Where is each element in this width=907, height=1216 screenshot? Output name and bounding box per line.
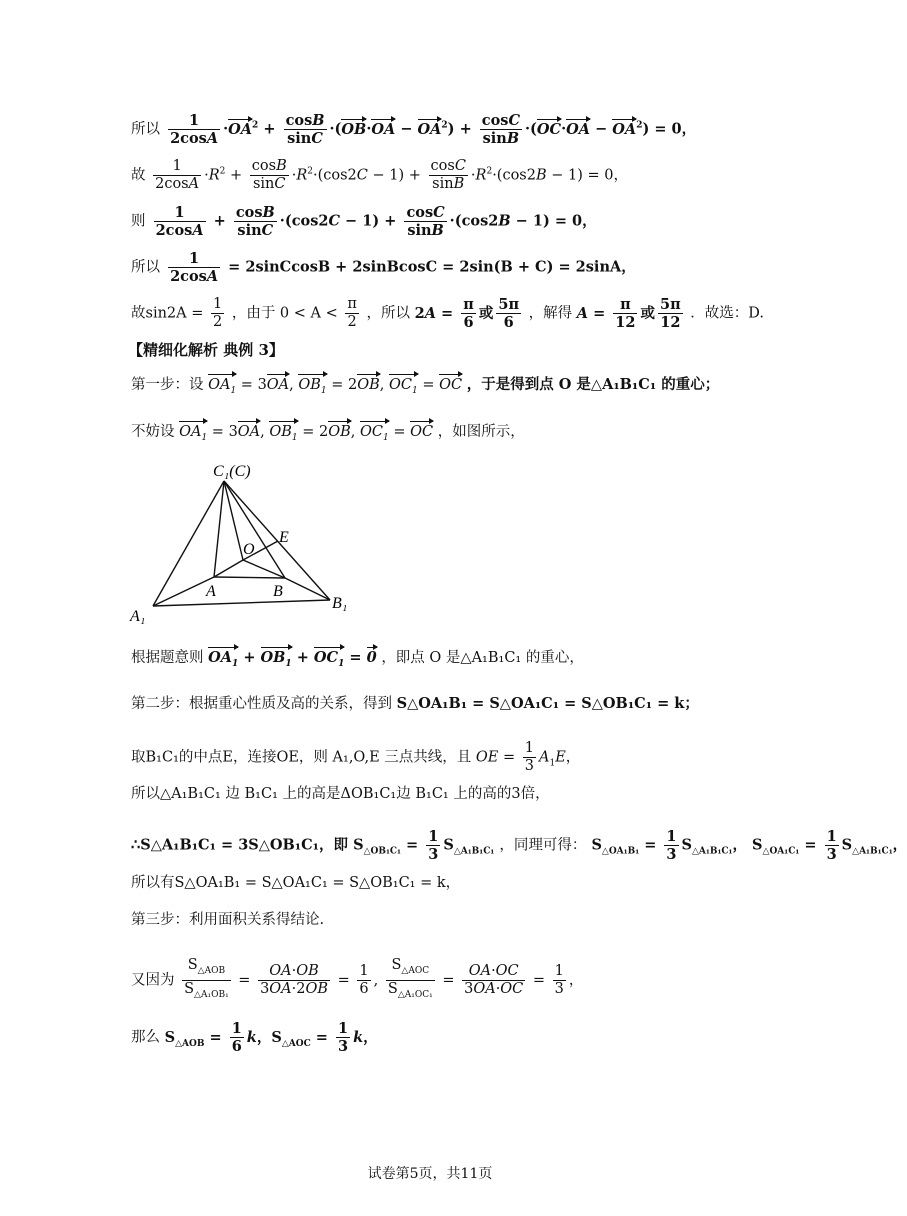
step-1-tail: ，于是得到点 O 是△A₁B₁C₁ 的重心； (466, 376, 720, 393)
label-b1: B₁ (332, 595, 348, 612)
equation-line-1: 所以 $\frac{1}{2\cos A}$ $\cdot OA^2$ + $\frac{\cos B}{\sin C}$ $\cdot(OB\cdot OA - OA^2)$ + $\frac{\cos C}{\sin B}$ $\cdot(OC\cdot OA - OA^2) = 0$， (131, 112, 697, 147)
label-a: A (206, 583, 216, 600)
equation-expression: = 2sinCcosB + 2sinBcosC = 2sin(B + C) = 2sinA， (228, 258, 636, 276)
conclusion-line: 故sin2A = $\frac{1}{2}$ ，由于 0 < A < $\frac{\pi}{2}$ ，所以 2A = $\frac{\pi}{6}$ 或 $\frac{5\pi}{6}$ ，解得 A = $\frac{\pi}{12}$ 或 $\frac{5\pi}{12}$ ．故选：D. (131, 296, 765, 331)
segment-a-o (214, 560, 243, 577)
label-o: O (243, 541, 255, 558)
ratio-label: 又因为 (131, 972, 175, 989)
ratio-line: 又因为 $\frac{S_{\triangle AOB}}{S_{\triangle A_1OB_1}}$ = $\frac{OA\cdot OB}{3OA\cdot 2OB}$ = $\frac{1}{6}$ , $\frac{S_{\triangle AOC}}{S_{\triangle A_1OC_1}}$ = $\frac{OA\cdot OC}{3OA\cdot OC}$ = $\frac{1}{3}$ ， (131, 957, 584, 1000)
then-line: 那么 $S_{\triangle AOB}$ = $\frac{1}{6}$ k，$S_{\triangle AOC}$ = $\frac{1}{3}$ k， (131, 1020, 378, 1055)
segment-a-b (214, 577, 285, 578)
line-prefix: 所以 (131, 259, 160, 276)
line-prefix: 故 (131, 167, 146, 184)
midpoint-line: 取B₁C₁的中点E，连接OE，则 A₁,O,E 三点共线，且 OE = $\frac{1}{3}$ $A_1E$， (131, 740, 581, 774)
assume-tail: ，如图所示， (437, 424, 525, 440)
segment-a1-a (153, 577, 214, 606)
therefore-part: ，同理可得： (499, 837, 587, 854)
equation-line-3: 则 $\frac{1}{2\cos A}$ + $\frac{\cos B}{\sin C}$ ·(cos2C − 1) + $\frac{\cos C}{\sin B}$ ·(cos2B − 1) = 0， (131, 204, 597, 239)
so-have-line: 所以有S△OA₁B₁ = S△OA₁C₁ = S△OB₁C₁ = k， (131, 875, 461, 891)
assume-label: 不妨设 (131, 424, 175, 440)
then-label: 那么 (131, 1029, 160, 1046)
conclusion-part: 故sin2A = (131, 305, 204, 322)
centroid-line: 根据题意则 $OA_1 + OB_1 + OC_1 = 0$ ，即点 O 是△A₁B₁C₁ 的重心， (131, 648, 800, 674)
segment-b-b1 (285, 578, 330, 600)
therefore-part: ∴S△A₁B₁C₁ = 3S△OB₁C₁，即 (131, 836, 349, 854)
page-footer: 试卷第5页，共11页 (367, 1166, 493, 1182)
line-prefix: 则 (131, 213, 146, 230)
midpoint-text: 取B₁C₁的中点E，连接OE，则 A₁,O,E 三点共线，且 (131, 749, 472, 766)
line-prefix: 所以 (131, 121, 160, 138)
step-3-line: 第三步：利用面积关系得结论. (131, 912, 325, 928)
segment-c1-b (224, 481, 285, 578)
step-2-line (131, 694, 800, 714)
conclusion-part: ，由于 0 < A < (231, 305, 338, 322)
height-line: 所以△A₁B₁C₁ 边 B₁C₁ 上的高是ΔOB₁C₁边 B₁C₁ 上的高的3倍， (131, 786, 550, 802)
step-2-label: 第二步：根据重心性质及高的关系，得到 (131, 696, 392, 712)
segment-a1-b1 (153, 600, 330, 606)
geometry-figure (128, 460, 368, 625)
segment-c1-o (224, 481, 243, 560)
centroid-label: 根据题意则 (131, 650, 204, 666)
conclusion-part: ，解得 (528, 305, 573, 322)
equation-line-4: 所以 $\frac{1}{2\cos A}$ = 2sinCcosB + 2sinBcosC = 2sin(B + C) = 2sinA， (131, 250, 636, 285)
step-2-tail: S△OA₁B₁ = S△OA₁C₁ = S△OB₁C₁ = k； (396, 695, 699, 712)
section-heading: 【精细化解析 典例 3】 (128, 341, 284, 359)
assume-line: 不妨设 $OA_1 = 3OA$, $OB_1 = 2OB$, $OC_1$ = OC ，如图所示， (131, 422, 800, 448)
step-1-line: 第一步：设 $OA_1 = 3OA$, $OB_1 = 2OB$, $OC_1$ = OC ，于是得到点 O 是△A₁B₁C₁ 的重心； (131, 375, 800, 401)
conclusion-part: ．故选：D. (690, 305, 765, 322)
equation-line-2: 故 $\frac{1}{2\cos A}$ $\cdot R^2$ + $\frac{\cos B}{\sin C}$ $\cdot R^2\cdot(\cos 2C - 1)$ + $\frac{\cos C}{\sin B}$ $\cdot R^2\cdot(\cos 2B - 1) = 0$， (131, 158, 628, 192)
label-b: B (273, 583, 283, 600)
label-e: E (279, 529, 289, 546)
label-a1: A₁ (130, 608, 146, 625)
therefore-line: ∴S△A₁B₁C₁ = 3S△OB₁C₁，即 $S_{\triangle OB_1C_1}$ = $\frac{1}{3}$ $S_{\triangle A_1B_1C_1}$ ，同理可得： $S_{\triangle OA_1B_1}$ = $\frac{1}{3}$ $S_{\triangle A_1B_1C_1}$， $S_{\triangle OA_1C_1}$ = $\frac{1}{3}$ $S_{\triangle A_1B_1C_1}$， (131, 828, 907, 863)
centroid-tail: ，即点 O 是△A₁B₁C₁ 的重心， (381, 650, 584, 666)
label-c1: C₁(C) (213, 463, 251, 480)
conclusion-part: ，所以 (366, 305, 411, 322)
step-1-label: 第一步：设 (131, 377, 204, 393)
